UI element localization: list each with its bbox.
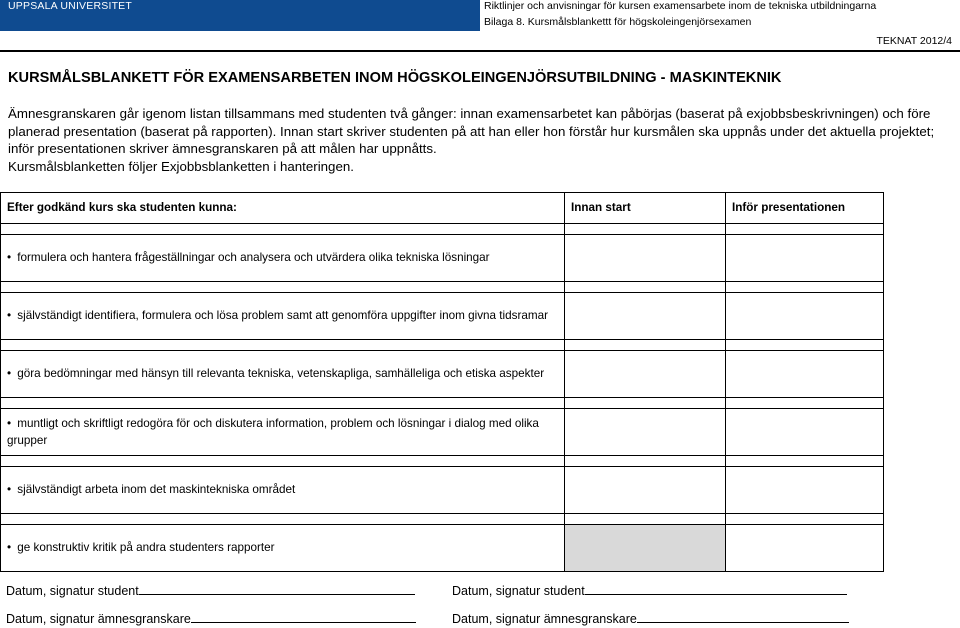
table-row — [1, 293, 884, 340]
header-before-presentation: Inför presentationen — [726, 193, 884, 224]
table-row — [1, 235, 884, 282]
before-presentation-signature-cell[interactable] — [726, 467, 884, 514]
signature-line[interactable] — [191, 612, 416, 623]
goal-cell — [1, 525, 565, 572]
header-before-start: Innan start — [565, 193, 726, 224]
header-appendix-title: Bilaga 8. Kursmålsblankettt för högskoleingenjörsexamen — [484, 16, 752, 28]
signature-label: Datum, signatur ämnesgranskare — [452, 612, 637, 626]
goal-text: ge konstruktiv kritik på andra studenters rapporter — [17, 541, 275, 555]
table-spacer — [1, 224, 884, 235]
bullet-icon: • — [7, 309, 12, 323]
before-start-signature-cell[interactable] — [565, 409, 726, 456]
signature-student-left[interactable] — [6, 584, 415, 599]
signature-line[interactable] — [585, 584, 847, 595]
table-row — [1, 525, 884, 572]
table-row — [1, 351, 884, 398]
intro-paragraph-2: Kursmålsblanketten följer Exjobbsblanketten i hanteringen. — [8, 158, 354, 174]
before-start-cell-disabled — [565, 525, 726, 572]
before-presentation-signature-cell[interactable] — [726, 235, 884, 282]
goal-text: formulera och hantera frågeställningar och analysera och utvärdera olika tekniska lösningar — [17, 251, 490, 265]
before-start-signature-cell[interactable] — [565, 351, 726, 398]
before-start-signature-cell[interactable] — [565, 235, 726, 282]
before-presentation-signature-cell[interactable] — [726, 525, 884, 572]
before-presentation-signature-cell[interactable] — [726, 351, 884, 398]
before-start-signature-cell[interactable] — [565, 293, 726, 340]
signature-examiner-right[interactable] — [452, 612, 849, 627]
signature-line[interactable] — [139, 584, 415, 595]
header-divider — [0, 50, 960, 52]
bullet-icon: • — [7, 251, 12, 265]
goal-cell — [1, 467, 565, 514]
table-header-row — [1, 193, 884, 224]
signature-student-right[interactable] — [452, 584, 847, 599]
table-row — [1, 467, 884, 514]
header-goals: Efter godkänd kurs ska studenten kunna: — [1, 193, 565, 224]
goal-text: självständigt arbeta inom det maskintekniska området — [17, 483, 296, 497]
page-header — [0, 0, 960, 52]
table-row — [1, 409, 884, 456]
signature-label: Datum, signatur student — [452, 584, 585, 598]
signature-label: Datum, signatur student — [6, 584, 139, 598]
goal-cell — [1, 235, 565, 282]
signature-line[interactable] — [637, 612, 849, 623]
header-guideline-title: Riktlinjer och anvisningar för kursen examensarbete inom de tekniska utbildningarna — [484, 0, 877, 12]
university-name: UPPSALA UNIVERSITET — [8, 0, 133, 12]
signature-examiner-left[interactable] — [6, 612, 416, 627]
goal-text: självständigt identifiera, formulera och lösa problem samt att genomföra uppgifter inom givna tidsramar — [17, 309, 548, 323]
signature-label: Datum, signatur ämnesgranskare — [6, 612, 191, 626]
bullet-icon: • — [7, 483, 12, 497]
before-presentation-signature-cell[interactable] — [726, 409, 884, 456]
course-goals-table — [0, 192, 884, 572]
goal-cell — [1, 293, 565, 340]
before-start-signature-cell[interactable] — [565, 467, 726, 514]
table-spacer — [1, 340, 884, 351]
bullet-icon: • — [7, 416, 12, 430]
table-spacer — [1, 398, 884, 409]
table-spacer — [1, 514, 884, 525]
goal-text: göra bedömningar med hänsyn till relevanta tekniska, vetenskapliga, samhälleliga och etiska aspekter — [17, 367, 545, 381]
goal-cell — [1, 409, 565, 456]
table-spacer — [1, 456, 884, 467]
intro-text — [8, 105, 958, 175]
table-spacer — [1, 282, 884, 293]
document-code: TEKNAT 2012/4 — [876, 35, 952, 47]
before-presentation-signature-cell[interactable] — [726, 293, 884, 340]
goal-text: muntligt och skriftligt redogöra för och diskutera information, problem och lösningar i dialog med olika grupper — [7, 416, 539, 447]
intro-paragraph-1: Ämnesgranskaren går igenom listan tillsammans med studenten två gånger: innan examensarbetet kan påbörjas (baserat på exjobbsbeskrivningen) och före planerad presentation (baserat på rapporten). Innan start skriver studenten på att han eller hon förstår hur kursmålen ska uppnås under det aktuella projektet; inför presentationen skriver ämnesgranskaren på att målen har uppnåtts. — [8, 106, 935, 157]
bullet-icon: • — [7, 367, 12, 381]
goal-cell — [1, 351, 565, 398]
page-title: KURSMÅLSBLANKETT FÖR EXAMENSARBETEN INOM HÖGSKOLEINGENJÖRSUTBILDNING - MASKINTEKNIK — [8, 70, 782, 86]
bullet-icon: • — [7, 541, 12, 555]
